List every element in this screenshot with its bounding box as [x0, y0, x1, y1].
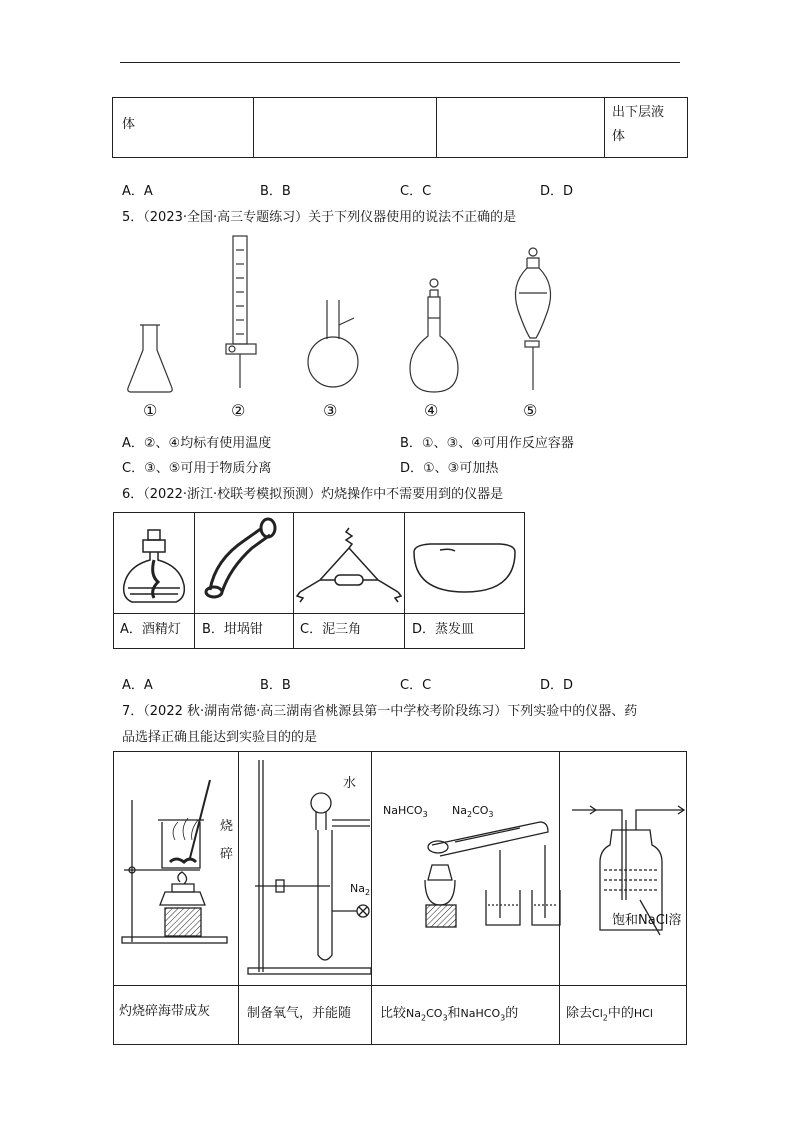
fig-label-crush: 碎 — [220, 847, 234, 862]
q6-cell-a: A．酒精灯 — [120, 622, 181, 637]
top-table-cell-4-line2: 体 — [612, 129, 626, 144]
q6-cell-b: B．坩埚钳 — [202, 622, 263, 637]
q6-cell-c: C．泥三角 — [300, 622, 362, 637]
q4-option-d: D．D — [540, 184, 574, 199]
q4-option-c: C．C — [400, 184, 432, 199]
q5-option-a: A．②、④均标有使用温度 — [122, 436, 272, 451]
q5-option-b: B．①、③、④可用作反应容器 — [400, 436, 574, 451]
q7-stem-line1: 7．（2022 秋·湖南常德·高三湖南省桃源县第一中学校考阶段练习）下列实验中的仪器、药 — [122, 704, 638, 719]
q6-stem: 6．（2022·浙江·校联考模拟预测）灼烧操作中不需要用到的仪器是 — [122, 487, 504, 502]
q5-option-c: C．③、⑤可用于物质分离 — [122, 461, 272, 476]
fig-label-nahco3: NaHCO$_3$ — [383, 804, 428, 820]
top-table-cell-4-line1: 出下层液 — [612, 105, 665, 120]
q7-stem-line2: 品选择正确且能达到实验目的的是 — [122, 730, 318, 745]
fig-label-na2co3: $Na_2CO_3$ — [452, 804, 494, 820]
q6-option-c: C．C — [400, 678, 432, 693]
q5-stem: 5．（2023·全国·高三专题练习）关于下列仪器使用的说法不正确的是 — [122, 210, 517, 225]
q6-option-a: A．A — [122, 678, 153, 693]
fig-label-burn: 烧 — [220, 819, 234, 834]
q5-option-d: D．①、③可加热 — [400, 461, 499, 476]
q6-cell-d: D．蒸发皿 — [412, 622, 475, 637]
q7-cell-d: 除去$Cl_2$中的HCl — [566, 1006, 653, 1023]
q7-cell-c: 比较$Na_2CO_3$和NaHCO$_3$的 — [380, 1006, 519, 1023]
q6-option-d: D．D — [540, 678, 574, 693]
q4-option-b: B．B — [260, 184, 291, 199]
q4-option-a: A．A — [122, 184, 153, 199]
fig-label-nacl: 饱和NaCl溶 — [612, 913, 682, 928]
top-table-cell-1: 体 — [122, 117, 136, 132]
burning-seaweed-apparatus-icon — [122, 780, 227, 943]
q7-cell-a: 灼烧碎海带成灰 — [119, 1004, 211, 1019]
q5-label-3: ③ — [323, 401, 338, 420]
q5-label-5: ⑤ — [523, 401, 538, 420]
q5-label-4: ④ — [424, 401, 439, 420]
q5-label-2: ② — [231, 401, 246, 420]
carbonate-comparison-apparatus-icon — [425, 822, 560, 927]
fig-label-na: $Na_2$ — [350, 882, 371, 898]
q6-option-b: B．B — [260, 678, 291, 693]
q5-label-1: ① — [143, 401, 158, 420]
fig-label-water: 水 — [343, 776, 357, 791]
q7-cell-b: 制备氧气，并能随 — [247, 1006, 352, 1021]
